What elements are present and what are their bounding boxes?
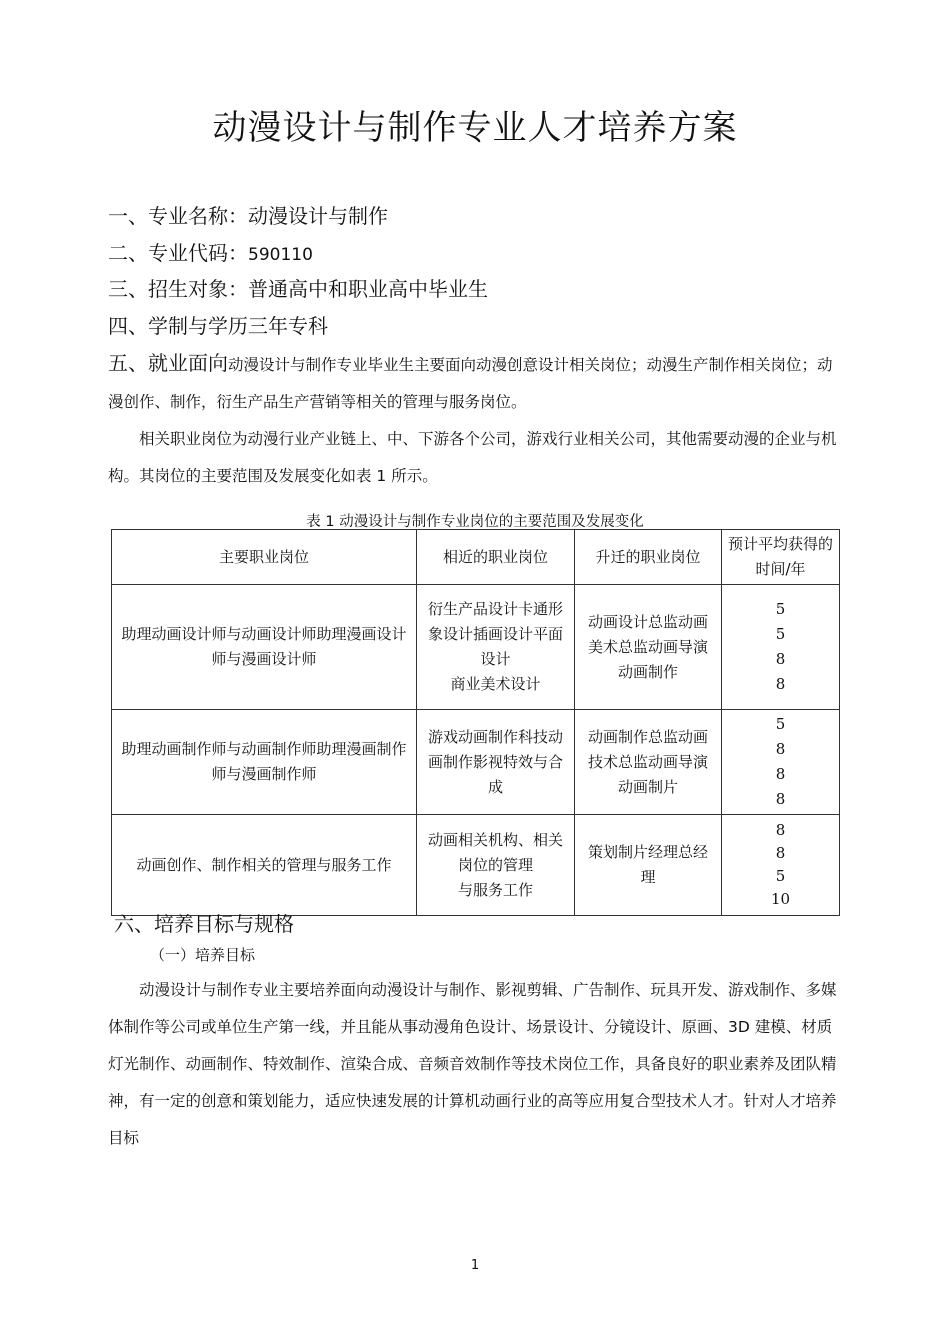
cell-main-position: 助理动画制作师与动画制作师助理漫画制作师与漫画制作师 [112, 710, 417, 815]
year-value: 5 [775, 867, 786, 885]
table-caption: 表 1 动漫设计与制作专业岗位的主要范围及发展变化 [306, 514, 644, 530]
year-value: 8 [775, 765, 786, 783]
section-value: 动漫设计与制作 [248, 204, 388, 228]
header-main-position: 主要职业岗位 [112, 530, 417, 585]
table-row [112, 710, 840, 815]
section-label: 一、专业名称： [108, 204, 248, 228]
section-label: 四、学制与学历 [108, 314, 248, 338]
cell-promotion-position: 动画设计总监动画美术总监动画导演动画制作 [575, 585, 722, 710]
year-value: 5 [775, 600, 786, 618]
table-row [112, 585, 840, 710]
year-value: 8 [775, 650, 786, 668]
cell-near-position: 衍生产品设计卡通形象设计插画设计平面设计 商业美术设计 [417, 585, 575, 710]
table-row [112, 815, 840, 916]
cell-years [722, 710, 840, 815]
section-major-name [108, 200, 388, 229]
section-enrollment-target [108, 273, 488, 302]
section-training-goals: 六、培养目标与规格 [114, 912, 294, 936]
header-near-position: 相近的职业岗位 [417, 530, 575, 585]
section-label: 三、招生对象： [108, 277, 248, 301]
section-label: 二、专业代码： [108, 241, 248, 265]
cell-promotion-position: 动画制作总监动画技术总监动画导演动画制片 [575, 710, 722, 815]
header-years: 预计平均获得的时间/年 [722, 530, 840, 585]
document-title: 动漫设计与制作专业人才培养方案 [212, 108, 738, 148]
header-promotion-position: 升迁的职业岗位 [575, 530, 722, 585]
section-value: 590110 [248, 245, 313, 265]
section-duration [108, 310, 328, 339]
year-value: 5 [775, 625, 786, 643]
cell-promotion-position: 策划制片经理总经理 [575, 815, 722, 916]
section-value: 普通高中和职业高中毕业生 [248, 277, 488, 301]
year-value: 8 [775, 821, 786, 839]
section-major-code [108, 237, 313, 266]
page-number: 1 [470, 1258, 480, 1273]
positions-table [111, 529, 840, 916]
year-value: 5 [775, 715, 786, 733]
cell-years [722, 815, 840, 916]
cell-main-position: 动画创作、制作相关的管理与服务工作 [112, 815, 417, 916]
cell-near-position: 动画相关机构、相关岗位的管理 与服务工作 [417, 815, 575, 916]
section-value: 动漫设计与制作专业毕业生主要面向动漫创意设计相关岗位；动漫生产制作相关岗位；动漫创作、制作，衍生产品生产营销等相关的管理与服务岗位。 [108, 356, 833, 411]
subsection-training-goal: （一）培养目标 [150, 946, 256, 964]
year-value: 8 [775, 790, 786, 808]
section-value: 三年专科 [248, 314, 328, 338]
year-value: 8 [775, 675, 786, 693]
section-employment [108, 345, 843, 421]
year-value: 8 [775, 740, 786, 758]
year-value: 8 [775, 844, 786, 862]
paragraph-training-goals: 动漫设计与制作专业主要培养面向动漫设计与制作、影视剪辑、广告制作、玩具开发、游戏制作、多媒体制作等公司或单位生产第一线，并且能从事动漫角色设计、场景设计、分镜设计、原画、3D 建模、材质灯光制作、动画制作、特效制作、渲染合成、音频音效制作等技术岗位工作，具备良好的职业素养及团队精神，有一定的创意和策划能力，适应快速发展的计算机动画行业的高等应用复合型技术人才。针对人才培养目标 [108, 981, 837, 1147]
paragraph-related-positions: 相关职业岗位为动漫行业产业链上、中、下游各个公司，游戏行业相关公司，其他需要动漫的企业与机构。其岗位的主要范围及发展变化如表 1 所示。 [108, 430, 837, 485]
year-value: 10 [770, 890, 791, 908]
cell-near-position: 游戏动画制作科技动画制作影视特效与合成 [417, 710, 575, 815]
cell-main-position: 助理动画设计师与动画设计师助理漫画设计师与漫画设计师 [112, 585, 417, 710]
table-header-row [112, 530, 840, 585]
cell-years [722, 585, 840, 710]
section-label: 五、就业面向 [108, 351, 228, 375]
